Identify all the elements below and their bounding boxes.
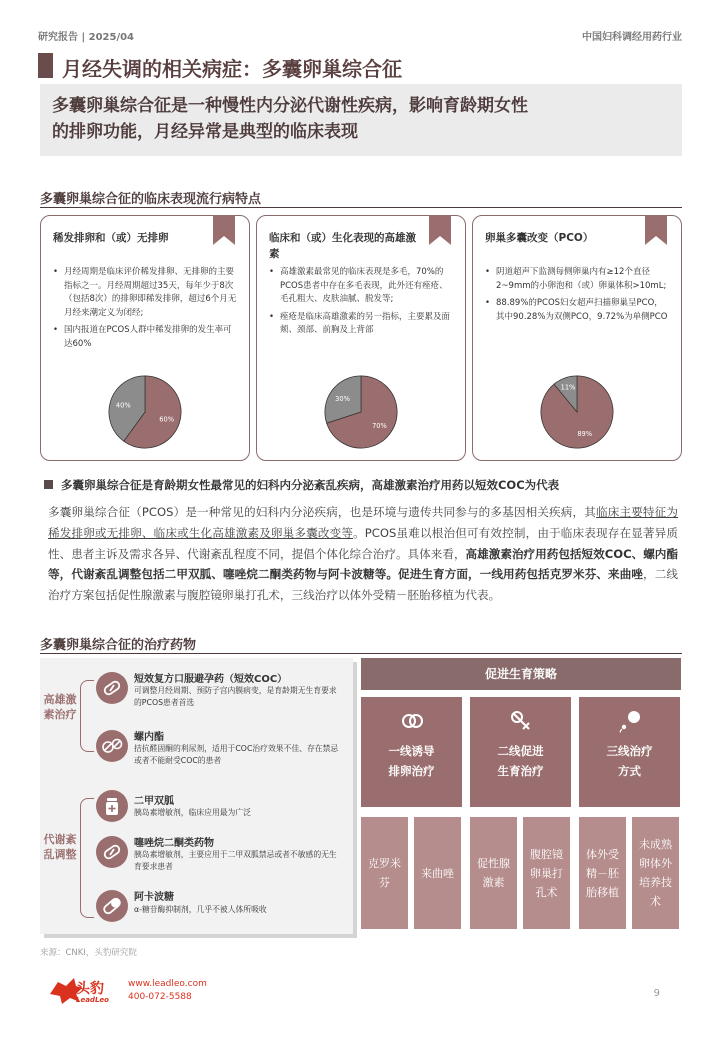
group-brace — [80, 680, 94, 752]
bullet-item: • 阴道超声下监测每侧卵巢内有≥12个直径2~9mm的小卵泡和（或）卵巢体积>10mL; — [485, 266, 671, 293]
pie-label-value: 60% — [159, 415, 175, 424]
bullet-item: • 月经周期是临床评价稀发排卵、无排卵的主要指标之一。月经周期超过35天，每年少于8次（包括8次）的排卵即稀发排卵，超过6个月无月经来潮定义为闭经; — [53, 266, 239, 320]
strategy-label: 生育治疗 — [497, 764, 544, 778]
strategy-label: 二线促进 — [497, 744, 544, 758]
drug-name: 短效复方口服避孕药（短效COC） — [134, 674, 288, 685]
drug-desc: 胰岛素增敏剂，主要应用于二甲双胍禁忌或者不敏感的无生育要求患者 — [134, 850, 337, 871]
method-gonadotropin: 促性腺激素 — [470, 817, 517, 929]
card-pco — [472, 215, 682, 461]
strategy-label: 一线诱导 — [388, 744, 435, 758]
summary-line-2: 的排卵功能，月经异常是典型的临床表现 — [52, 122, 358, 142]
page-title: 月经失调的相关病症：多囊卵巢综合征 — [62, 57, 402, 81]
pie-label-rest: 40% — [115, 401, 131, 410]
pie-chart-hyperandrogenism — [323, 374, 399, 450]
method-laparoscopic-drilling: 腹腔镜卵巢打孔术 — [523, 817, 570, 929]
report-tag: 研究报告 | 2025/04 — [38, 32, 135, 43]
card-bullets — [269, 266, 455, 342]
pie-label-rest: 30% — [335, 394, 350, 403]
group-label-androgen: 高雄激素治疗 — [43, 693, 77, 721]
bullet-item: • 88.89%的PCOS妇女超声扫描卵巢呈PCO，其中90.28%为双侧PCO，9.72%为单侧PCO — [485, 297, 671, 324]
method-ivm: 未成熟卵体外培养技术 — [632, 817, 679, 929]
bullet-item: • 国内报道在PCOS人群中稀发排卵的发生率可达60% — [53, 324, 239, 351]
drug-panel — [40, 658, 353, 934]
drug-desc: 胰岛素增敏剂，临床应用最为广泛 — [134, 808, 251, 817]
group-label-metabolic: 代谢紊乱调整 — [43, 833, 77, 861]
phone-number: 400-072-5588 — [128, 992, 192, 1002]
title-marker — [38, 53, 53, 78]
scalpel-icon — [509, 709, 533, 733]
pie-label-value: 89% — [577, 429, 593, 438]
drug-desc: 可调整月经周期、预防子宫内膜病变，是育龄期无生育要求的PCOS患者首选 — [134, 686, 337, 707]
strategy-tier-first-line — [361, 697, 462, 807]
para-text: 。PCOS虽难以根治但可有效控制，由于临床表现存在显著异质性、患者主诉及需求各异、代谢紊乱程度不同，提倡个体化综合治疗。具体来看， — [48, 525, 678, 561]
tablets-icon — [96, 730, 128, 762]
bookmark-icon — [645, 215, 667, 245]
method-letrozole: 来曲唑 — [414, 817, 461, 929]
brand-name-en: LeadLeo — [76, 996, 109, 1004]
key-statement — [44, 477, 559, 493]
capsule-icon — [96, 890, 128, 922]
para-text: 多囊卵巢综合征（PCOS）是一种常见的妇科内分泌疾病，也是环境与遗传共同参与的多基因相关疾病，其 — [48, 505, 596, 519]
card-anovulation — [40, 215, 250, 461]
drug-name: 螺内酯 — [134, 732, 164, 743]
strategy-label: 方式 — [618, 764, 641, 778]
strategy-tier-second-line — [470, 697, 571, 807]
website-link[interactable]: www.leadleo.com — [128, 979, 207, 989]
bullet-item: • 高雄激素最常见的临床表现是多毛，70%的PCOS患者中存在多毛表现，此外还有痤疮、毛孔粗大、皮肤油腻、脱发等; — [269, 266, 455, 307]
contact-block — [128, 978, 207, 1004]
strategy-tier-third-line — [579, 697, 680, 807]
card-hyperandrogenism — [256, 215, 466, 461]
drug-desc: 拮抗醛固酮的利尿剂，适用于COC治疗效果不佳、存在禁忌或者不能耐受COC的患者 — [134, 744, 339, 765]
top-bar — [38, 28, 682, 48]
strategy-label: 排卵治疗 — [388, 764, 435, 778]
industry-name: 中国妇科调经用药行业 — [582, 32, 682, 43]
medicine-bottle-icon — [96, 790, 128, 822]
summary-box — [40, 84, 682, 156]
card-title: 卵巢多囊改变（PCO） — [485, 232, 594, 244]
pie-label-value: 70% — [372, 421, 387, 430]
drug-name: 阿卡波糖 — [134, 892, 174, 903]
strategy-label: 三线治疗 — [606, 744, 653, 758]
key-statement-text: 多囊卵巢综合征是育龄期女性最常见的妇科内分泌紊乱疾病，高雄激素治疗用药以短效COC为代表 — [61, 478, 560, 492]
para-underline: 临床主要特征为稀发排卵或无排卵、临床或生化高雄激素及卵巢多囊改变等 — [48, 505, 678, 540]
pie-chart-pco — [539, 374, 615, 450]
section-rule — [40, 653, 682, 654]
method-clomiphene: 克罗米芬 — [361, 817, 408, 929]
bullet-item: • 痤疮是临床高雄激素的另一指标，主要累及面颊、颈部、前胸及上背部 — [269, 311, 455, 338]
section-rule — [40, 207, 682, 208]
bookmark-icon — [429, 215, 451, 245]
bookmark-icon — [213, 215, 235, 245]
card-title: 临床和（或）生化表现的高雄激素 — [269, 232, 416, 260]
section-heading-clinical: 多囊卵巢综合征的临床表现流行病特点 — [40, 192, 262, 207]
pie-label-rest: 11% — [560, 383, 576, 392]
drug-desc: α-糖苷酶抑制剂，几乎不被人体所吸收 — [134, 905, 267, 914]
sperm-egg-icon — [618, 709, 642, 733]
summary-line-1: 多囊卵巢综合征是一种慢性内分泌代谢性疾病，影响育龄期女性 — [52, 96, 528, 116]
drug-name: 噻唑烷二酮类药物 — [134, 838, 214, 849]
para-text: ，二线治疗方案包括促性腺激素与腹腔镜卵巢打孔术，三线治疗以体外受精－胚胎移植为代表。 — [48, 567, 678, 603]
card-bullets — [53, 266, 239, 355]
rings-icon — [400, 709, 424, 733]
section-heading-treatment: 多囊卵巢综合征的治疗药物 — [40, 638, 197, 653]
pill-capsule-icon — [96, 836, 128, 868]
group-brace — [80, 798, 94, 918]
source-note: 来源：CNKI，头豹研究院 — [40, 948, 137, 958]
square-bullet-icon — [44, 480, 53, 489]
card-bullets — [485, 266, 671, 328]
para-bold: 高雄激素治疗用药包括短效COC、螺内酯等，代谢紊乱调整包括二甲双胍、噻唑烷二酮类药物与阿卡波糖等。促进生育方面，一线用药包括克罗米芬、来曲唑 — [48, 546, 678, 582]
method-ivf-et: 体外受精－胚胎移植 — [579, 817, 626, 929]
pill-capsule-icon — [96, 672, 128, 704]
strategy-header: 促进生育策略 — [361, 658, 681, 690]
pie-chart-anovulation — [107, 374, 183, 450]
card-title: 稀发排卵和（或）无排卵 — [53, 232, 169, 244]
body-paragraph — [48, 502, 678, 606]
drug-name: 二甲双胍 — [134, 796, 174, 807]
brand-name: 头豹 — [76, 981, 104, 997]
page-number: 9 — [653, 988, 660, 999]
